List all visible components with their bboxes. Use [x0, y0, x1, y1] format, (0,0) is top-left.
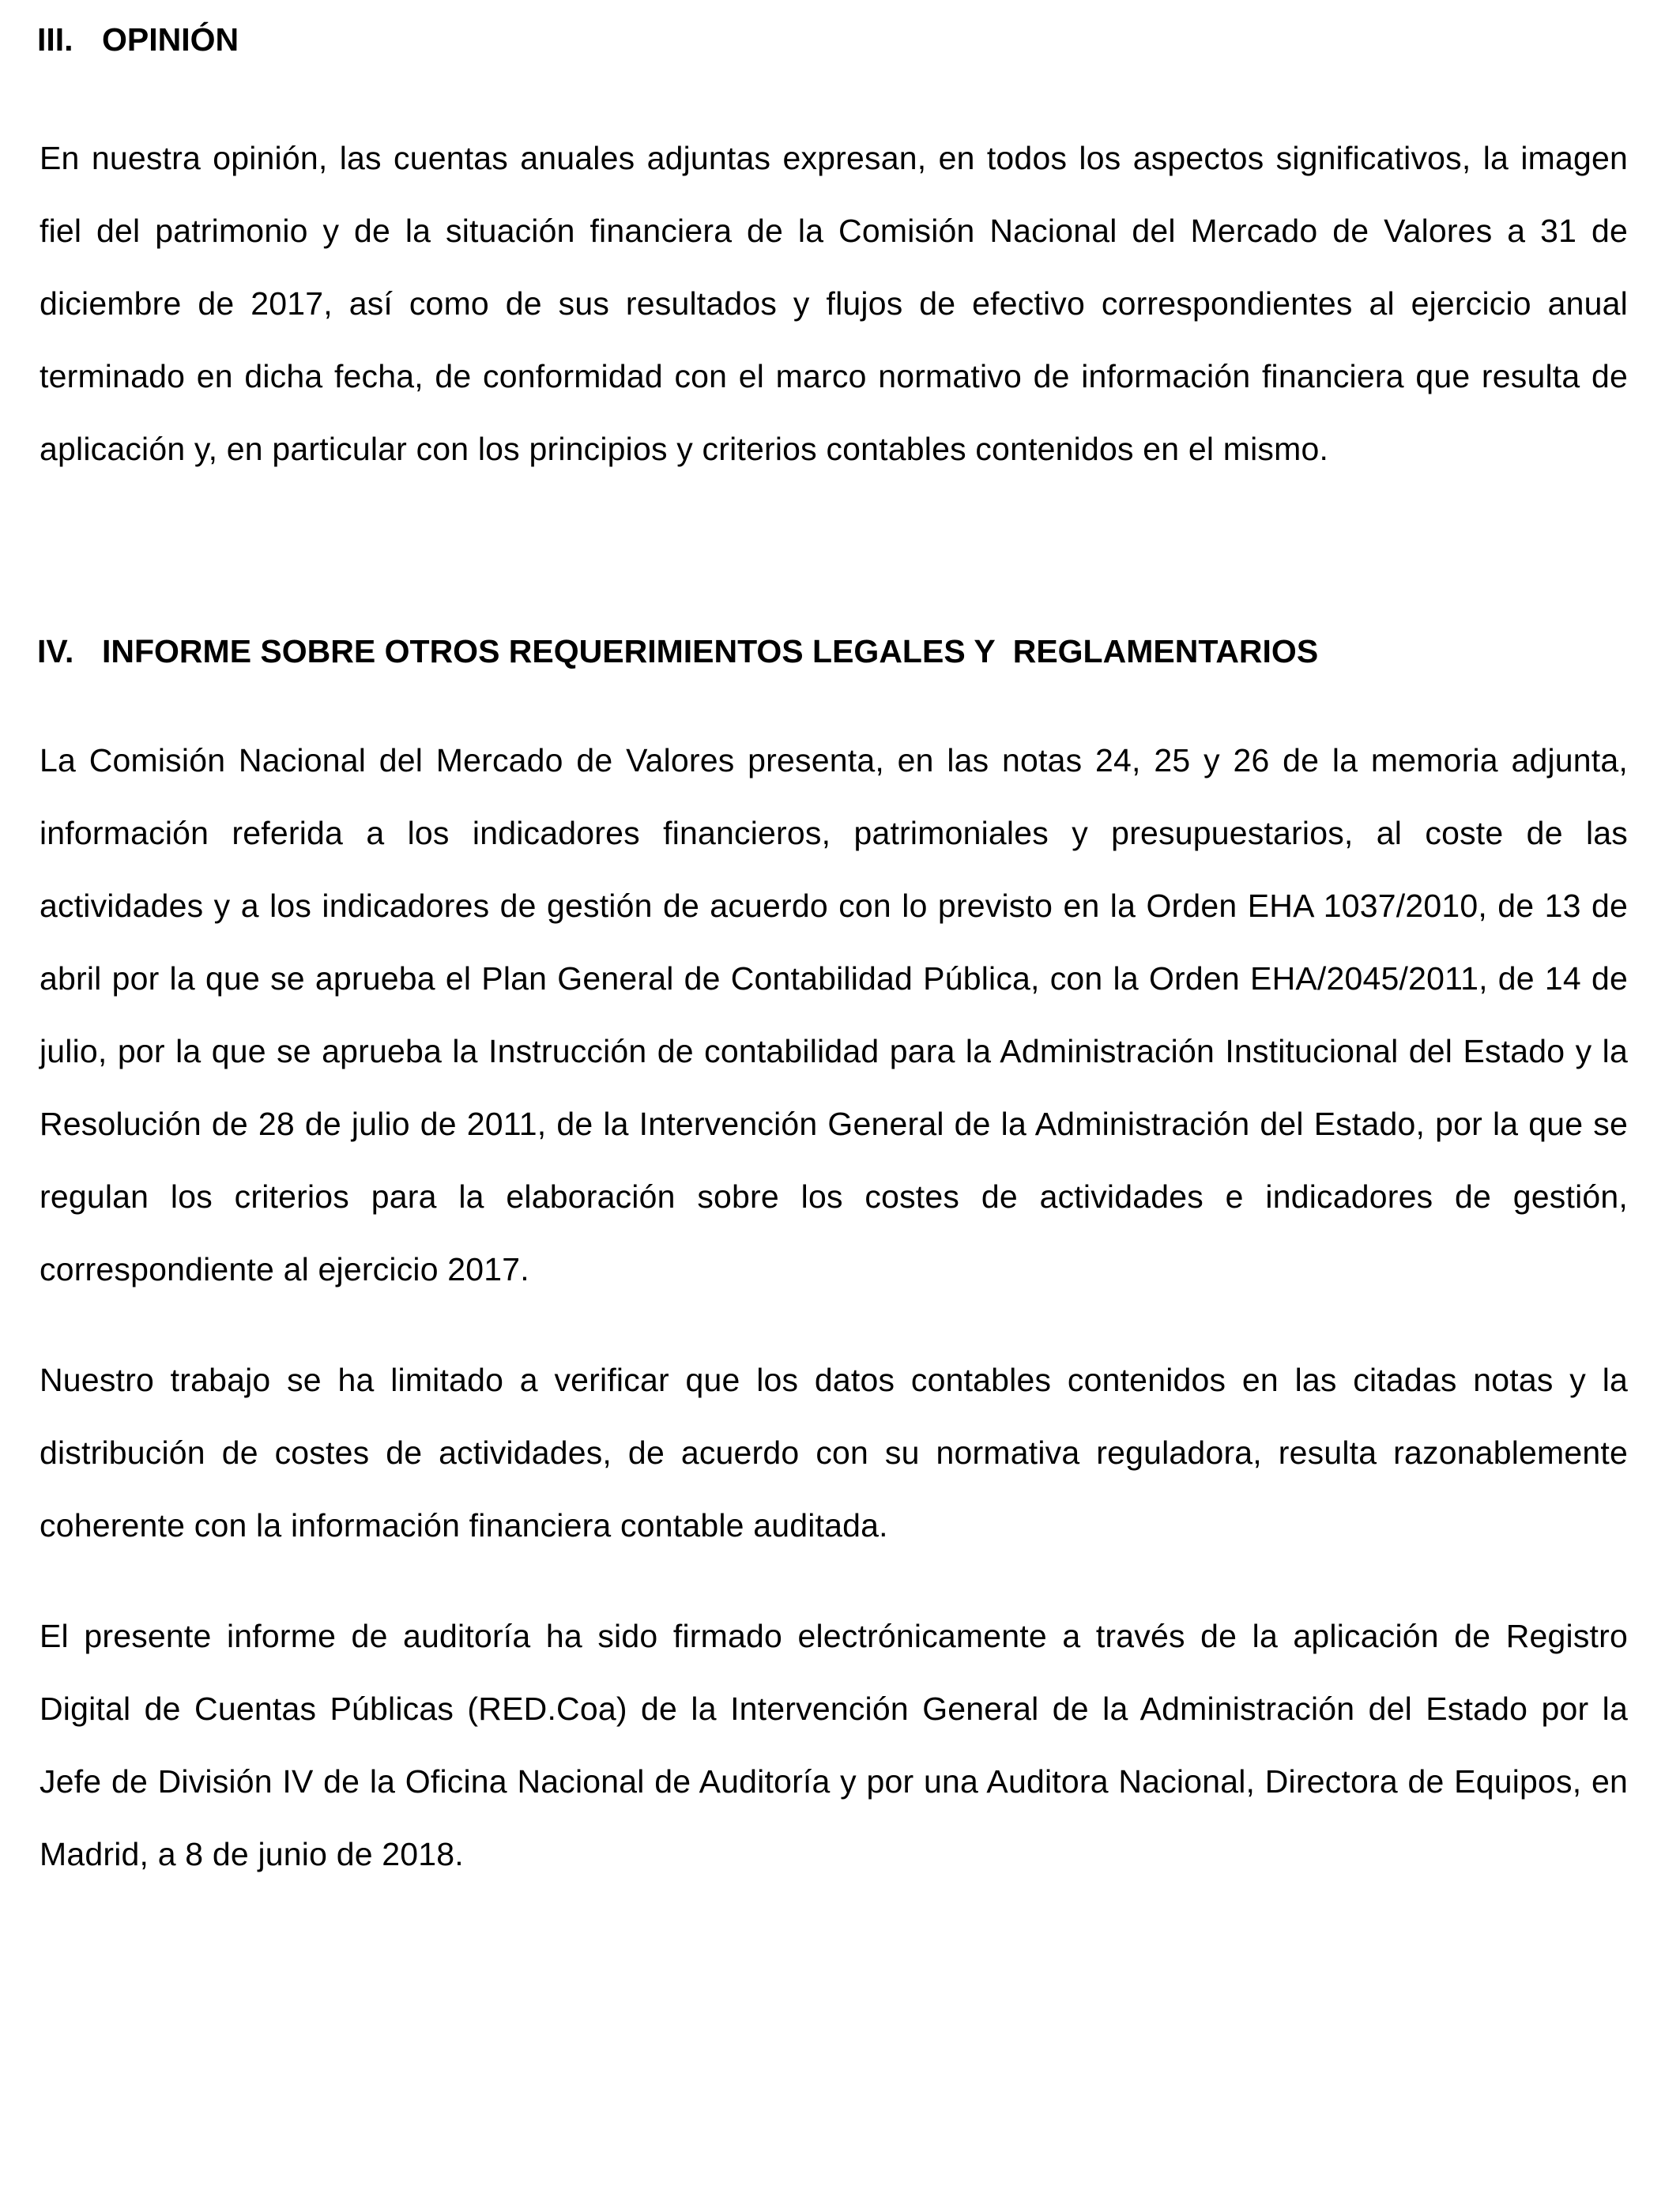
- section-heading-informe: [37, 631, 1318, 672]
- section-number: IV.: [37, 633, 74, 669]
- section-title: INFORME SOBRE OTROS REQUERIMIENTOS LEGALES Y REGLAMENTARIOS: [102, 633, 1319, 669]
- opinion-paragraph: En nuestra opinión, las cuentas anuales adjuntas expresan, en todos los aspectos significativos, la imagen fiel del patrimonio y de la situación financiera de la Comisión Nacional del Mercado de Valores a 31 de diciembre de 2017, así como de sus resultados y flujos de efectivo correspondientes al ejercicio anual terminado en dicha fecha, de conformidad con el marco normativo de información financiera que resulta de aplicación y, en particular con los principios y criterios contables contenidos en el mismo.: [40, 140, 1628, 467]
- informe-paragraph-3: El presente informe de auditoría ha sido firmado electrónicamente a través de la aplicación de Registro Digital de Cuentas Públicas (RED.Coa) de la Intervención General de la Administración del Estado por la Jefe de División IV de la Oficina Nacional de Auditoría y por una Auditora Nacional, Directora de Equipos, en Madrid, a 8 de junio de 2018.: [40, 1618, 1628, 1872]
- informe-paragraph-2: Nuestro trabajo se ha limitado a verificar que los datos contables contenidos en las citadas notas y la distribución de costes de actividades, de acuerdo con su normativa reguladora, resulta razonablemente coherente con la información financiera contable auditada.: [40, 1362, 1628, 1544]
- section-heading-opinion: [37, 19, 239, 60]
- section-number: III.: [37, 21, 73, 58]
- informe-paragraph-1: La Comisión Nacional del Mercado de Valores presenta, en las notas 24, 25 y 26 de la memoria adjunta, información referida a los indicadores financieros, patrimoniales y presupuestarios, al coste de las actividades y a los indicadores de gestión de acuerdo con lo previsto en la Orden EHA 1037/2010, de 13 de abril por la que se aprueba el Plan General de Contabilidad Pública, con la Orden EHA/2045/2011, de 14 de julio, por la que se aprueba la Instrucción de contabilidad para la Administración Institucional del Estado y la Resolución de 28 de julio de 2011, de la Intervención General de la Administración del Estado, por la que se regulan los criterios para la elaboración sobre los costes de actividades e indicadores de gestión, correspondiente al ejercicio 2017.: [40, 742, 1628, 1287]
- section-title: OPINIÓN: [102, 21, 239, 58]
